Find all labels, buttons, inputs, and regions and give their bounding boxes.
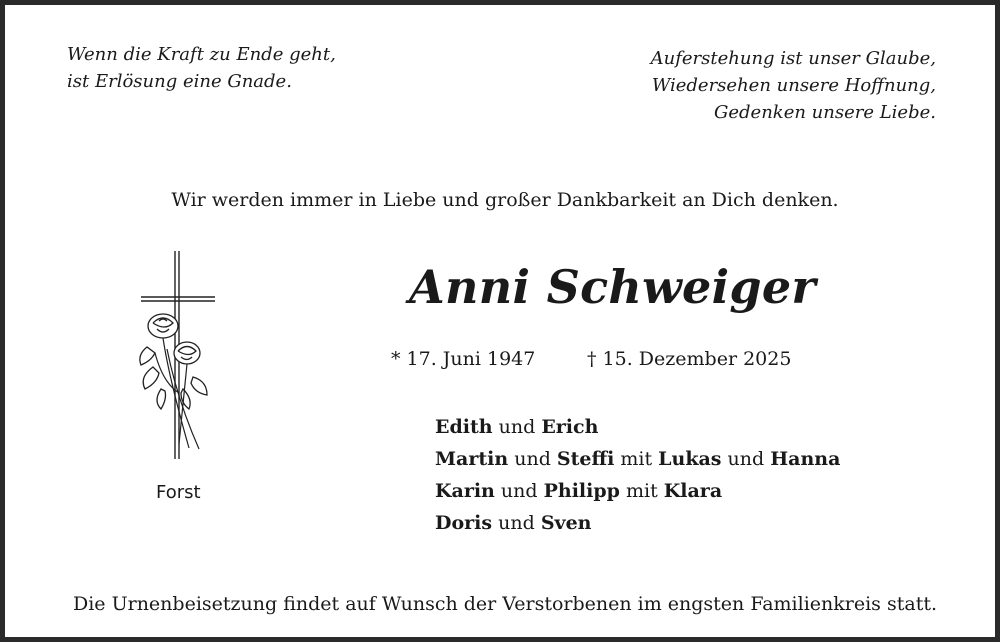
mourner-name: Klara bbox=[663, 480, 723, 502]
dedication-text: Wir werden immer in Liebe und großer Dankbarkeit an Dich denken. bbox=[171, 189, 839, 211]
mourner-join: mit bbox=[620, 448, 653, 470]
death-date: † 15. Dezember 2025 bbox=[587, 348, 792, 370]
mourner-name: Hanna bbox=[770, 448, 841, 470]
mourner-line bbox=[435, 411, 840, 443]
mourner-join: und bbox=[500, 480, 538, 502]
mourner-name: Doris bbox=[435, 512, 493, 534]
quote-right-line: Auferstehung ist unser Glaube, bbox=[650, 48, 936, 69]
mourner-join: mit bbox=[625, 480, 658, 502]
quote-left bbox=[67, 41, 336, 95]
mourner-name: Karin bbox=[435, 480, 495, 502]
mourner-name: Steffi bbox=[556, 448, 615, 470]
birth-date: * 17. Juni 1947 bbox=[391, 348, 536, 370]
mourner-join: und bbox=[498, 416, 536, 438]
mourner-name: Martin bbox=[435, 448, 509, 470]
mourner-line bbox=[435, 443, 840, 475]
deceased-name: Anni Schweiger bbox=[409, 260, 816, 314]
place-label: Forst bbox=[156, 482, 201, 503]
mourner-line bbox=[435, 507, 840, 539]
quote-right bbox=[651, 45, 936, 126]
mourner-join: und bbox=[727, 448, 765, 470]
mourner-name: Edith bbox=[435, 416, 493, 438]
mourner-name: Philipp bbox=[543, 480, 620, 502]
quote-right-line: Gedenken unsere Liebe. bbox=[714, 102, 936, 123]
quote-left-line: Wenn die Kraft zu Ende geht, bbox=[67, 44, 336, 65]
mourner-name: Sven bbox=[540, 512, 592, 534]
mourner-name: Lukas bbox=[658, 448, 722, 470]
cross-with-roses-icon bbox=[133, 249, 223, 464]
mourner-join: und bbox=[498, 512, 535, 534]
mourners-list bbox=[435, 411, 840, 539]
quote-left-line: ist Erlösung eine Gnade. bbox=[67, 71, 292, 92]
burial-notice: Die Urnenbeisetzung findet auf Wunsch der Verstorbenen im engsten Familienkreis statt. bbox=[73, 593, 937, 615]
mourner-line bbox=[435, 475, 840, 507]
quote-right-line: Wiedersehen unsere Hoffnung, bbox=[651, 75, 936, 96]
mourner-name: Erich bbox=[541, 416, 599, 438]
mourner-join: und bbox=[514, 448, 551, 470]
